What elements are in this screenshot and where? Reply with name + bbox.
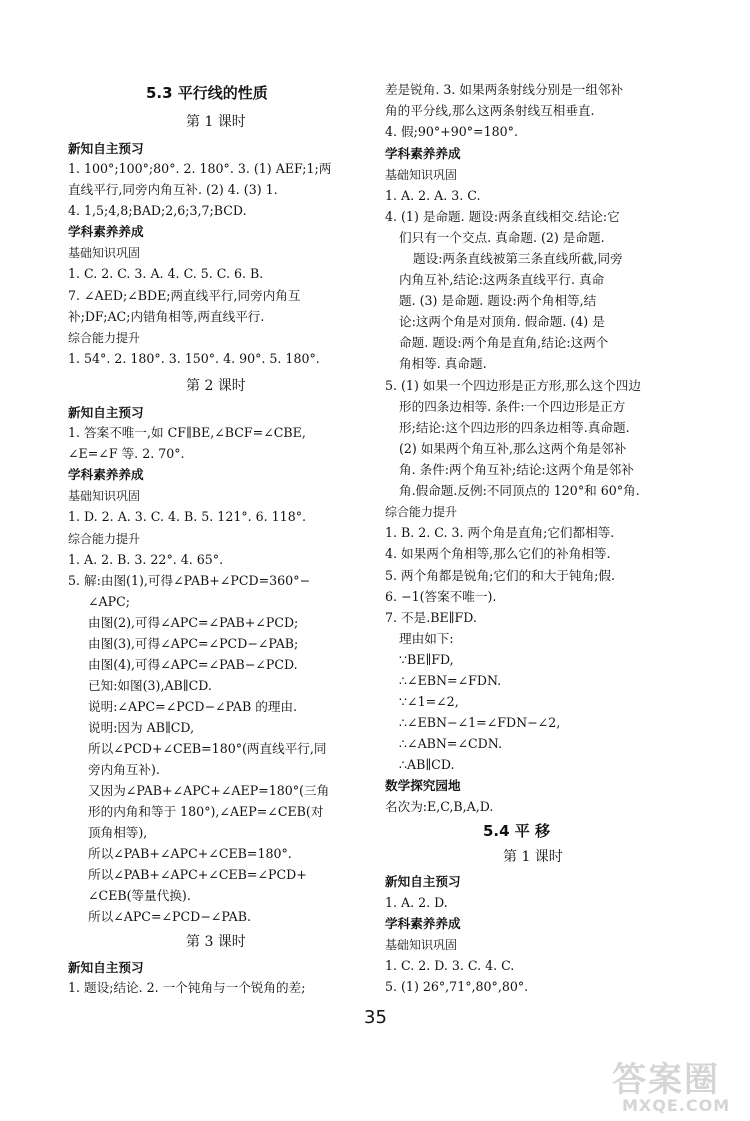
text-line: 1. C. 2. C. 3. A. 4. C. 5. C. 6. B.: [68, 266, 264, 281]
text-line: 论:这两个角是对顶角. 假命题. (4) 是: [399, 314, 605, 329]
text-line: ∵BE∥FD,: [399, 652, 454, 667]
text-line: 4. 假;90°+90°=180°.: [385, 124, 518, 139]
text-line: 1. 题设;结论. 2. 一个钝角与一个锐角的差;: [68, 980, 306, 995]
text-line: 说明:∠APC=∠PCD−∠PAB 的理由.: [88, 699, 298, 714]
text-line: 1. A. 2. D.: [385, 895, 448, 910]
subsection-label: 基础知识巩固: [68, 489, 141, 503]
subsection-label: 基础知识巩固: [385, 938, 458, 952]
text-line: 1. A. 2. A. 3. C.: [385, 188, 481, 203]
text-line: 1. 答案不唯一,如 CF∥BE,∠BCF=∠CBE,: [68, 425, 306, 440]
text-line: 7. ∠AED;∠BDE;两直线平行,同旁内角互: [68, 288, 301, 303]
text-line: 说明:因为 AB∥CD,: [88, 720, 195, 735]
text-line: 1. A. 2. B. 3. 22°. 4. 65°.: [68, 552, 224, 567]
subsection-label: 综合能力提升: [68, 331, 141, 345]
text-line: 所以∠APC=∠PCD−∠PAB.: [88, 909, 252, 924]
text-line: 直线平行,同旁内角互补. (2) 4. (3) 1.: [68, 182, 278, 197]
text-line: 1. C. 2. D. 3. C. 4. C.: [385, 958, 515, 973]
subsection-heading: 学科素养养成: [385, 916, 461, 931]
text-line: 由图(4),可得∠APC=∠PAB−∠PCD.: [88, 657, 298, 672]
section-title: 5.4 平 移: [483, 822, 551, 840]
text-line: 5. (1) 26°,71°,80°,80°.: [385, 979, 529, 994]
text-line: 顶角相等),: [88, 825, 148, 840]
subsection-heading: 新知自主预习: [385, 874, 461, 889]
section-title: 5.3 平行线的性质: [146, 84, 268, 102]
text-line: ∠APC;: [88, 594, 130, 609]
text-line: 又因为∠PAB+∠APC+∠AEP=180°(三角: [88, 783, 330, 798]
text-line: 形;结论:这个四边形的四条边相等.真命题.: [399, 420, 630, 435]
text-line: 形的四条边相等. 条件:一个四边形是正方: [399, 399, 626, 414]
text-line: ∠CEB(等量代换).: [88, 888, 191, 903]
lesson-heading: 第 1 课时: [503, 849, 563, 865]
text-line: 补;DF;AC;内错角相等,两直线平行.: [68, 309, 265, 324]
text-line: 角的平分线,那么这两条射线互相垂直.: [385, 103, 595, 118]
text-line: 角.假命题.反例:不同顶点的 120°和 60°角.: [399, 483, 640, 498]
text-line: 4. 如果两个角相等,那么它们的补角相等.: [385, 546, 611, 561]
lesson-heading: 第 2 课时: [186, 378, 246, 394]
text-line: 5. (1) 如果一个四边形是正方形,那么这个四边: [385, 378, 641, 393]
text-line: 理由如下:: [399, 631, 454, 646]
text-line: (2) 如果两个角互补,那么这两个角是邻补: [399, 441, 627, 456]
text-line: 5. 解:由图(1),可得∠PAB+∠PCD=360°−: [68, 573, 311, 588]
text-line: 由图(2),可得∠APC=∠PAB+∠PCD;: [88, 615, 299, 630]
text-line: 所以∠PCD+∠CEB=180°(两直线平行,同: [88, 741, 327, 756]
text-line: 名次为:E,C,B,A,D.: [385, 799, 494, 814]
text-line: 已知:如图(3),AB∥CD.: [88, 678, 212, 693]
text-line: 题设:两条直线被第三条直线所截,同旁: [413, 251, 623, 266]
text-line: ∠E=∠F 等. 2. 70°.: [68, 446, 185, 461]
subsection-heading: 新知自主预习: [68, 960, 144, 975]
text-line: 所以∠PAB+∠APC+∠CEB=∠PCD+: [88, 867, 307, 882]
text-line: 们只有一个交点. 真命题. (2) 是命题.: [399, 230, 605, 245]
text-line: 旁内角互补).: [88, 762, 160, 777]
subsection-label: 基础知识巩固: [68, 246, 141, 260]
page-number: 35: [364, 1007, 387, 1028]
subsection-heading: 学科素养养成: [68, 224, 144, 239]
subsection-label: 基础知识巩固: [385, 168, 458, 182]
subsection-heading: 数学探究园地: [385, 778, 461, 793]
text-line: 6. −1(答案不唯一).: [385, 589, 497, 604]
text-line: 角. 条件:两个角互补;结论:这两个角是邻补: [399, 462, 634, 477]
text-line: 1. 54°. 2. 180°. 3. 150°. 4. 90°. 5. 180°.: [68, 351, 320, 366]
subsection-label: 综合能力提升: [385, 505, 458, 519]
text-line: 题. (3) 是命题. 题设:两个角相等,结: [399, 293, 597, 308]
text-line: ∵∠1=∠2,: [399, 694, 459, 709]
text-line: 由图(3),可得∠APC=∠PCD−∠PAB;: [88, 636, 299, 651]
subsection-label: 综合能力提升: [68, 532, 141, 546]
watermark-url: MXQE.COM: [622, 1096, 731, 1115]
text-line: 差是锐角. 3. 如果两条射线分别是一组邻补: [385, 82, 624, 97]
text-line: 4. (1) 是命题. 题设:两条直线相交.结论:它: [385, 209, 620, 224]
text-line: 7. 不是.BE∥FD.: [385, 610, 477, 625]
text-line: ∴∠EBN−∠1=∠FDN−∠2,: [399, 715, 561, 730]
text-line: ∴∠ABN=∠CDN.: [399, 736, 502, 751]
watermark-text: 答案圈: [612, 1060, 720, 1100]
subsection-heading: 学科素养养成: [68, 467, 144, 482]
lesson-heading: 第 1 课时: [186, 114, 246, 130]
text-line: ∴AB∥CD.: [399, 757, 455, 772]
text-line: 1. B. 2. C. 3. 两个角是直角;它们都相等.: [385, 525, 615, 540]
text-line: 5. 两个角都是锐角;它们的和大于钝角;假.: [385, 568, 616, 583]
subsection-heading: 学科素养养成: [385, 146, 461, 161]
text-line: 4. 1,5;4,8;BAD;2,6;3,7;BCD.: [68, 203, 247, 218]
subsection-heading: 新知自主预习: [68, 141, 144, 156]
text-line: 内角互补,结论:这两条直线平行. 真命: [399, 272, 605, 287]
text-line: 角相等. 真命题.: [399, 356, 487, 371]
text-line: 形的内角和等于 180°),∠AEP=∠CEB(对: [88, 804, 324, 819]
text-line: 命题. 题设:两个角是直角,结论:这两个: [399, 335, 609, 350]
text-line: 1. D. 2. A. 3. C. 4. B. 5. 121°. 6. 118°.: [68, 509, 307, 524]
lesson-heading: 第 3 课时: [186, 934, 246, 950]
text-line: 1. 100°;100°;80°. 2. 180°. 3. (1) AEF;1;两: [68, 161, 332, 176]
watermark-logo: [612, 1052, 746, 1118]
text-line: ∴∠EBN=∠FDN.: [399, 673, 502, 688]
text-line: 所以∠PAB+∠APC+∠CEB=180°.: [88, 846, 292, 861]
subsection-heading: 新知自主预习: [68, 405, 144, 420]
